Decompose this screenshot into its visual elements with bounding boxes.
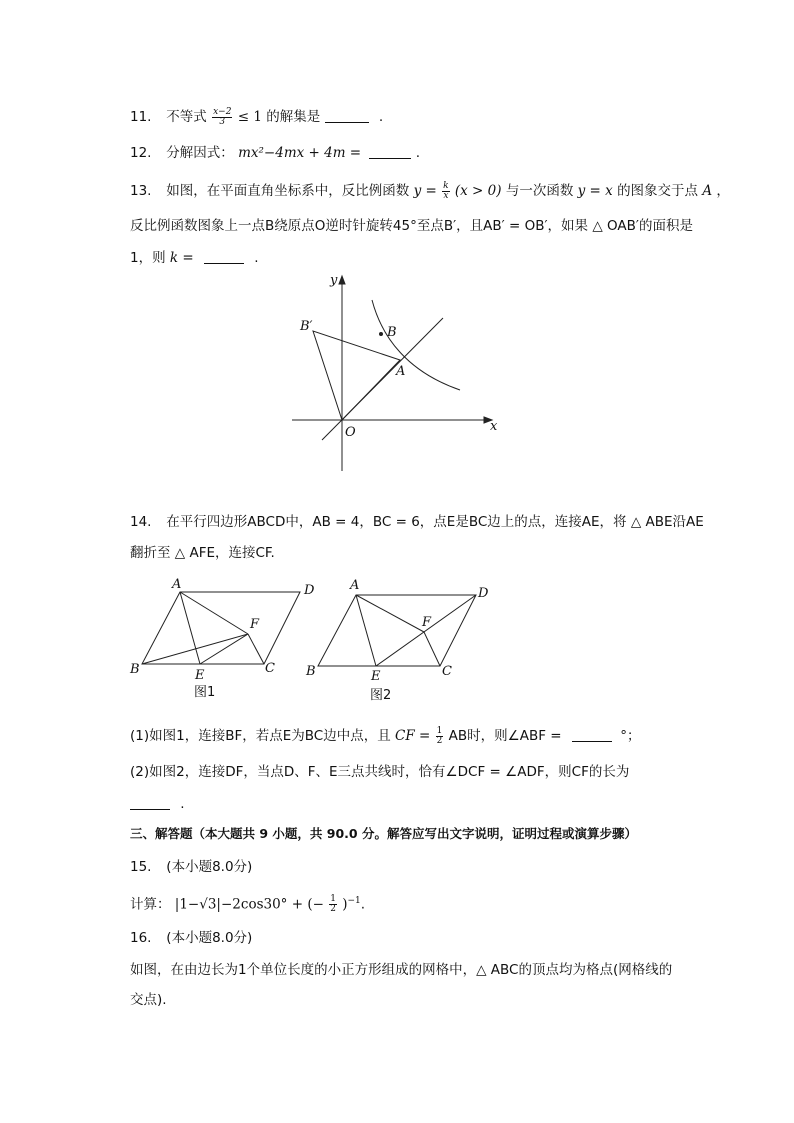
q14-line1 [130,512,704,532]
q14-text: °； [620,728,641,744]
fig2-label-B: B [306,664,316,679]
q16-header [130,928,252,948]
q15-end: . [360,896,366,913]
fig1-CF [248,634,264,664]
question-number: 12. [130,145,152,161]
q16-text: 交点). [130,992,167,1008]
q11-frac-top: x−2 [213,106,232,117]
question-number: 16. [130,930,152,946]
label-y: y [330,273,338,288]
point-B [379,332,383,336]
q11-text-pre: 不等式 [166,109,207,125]
q14-line2 [130,543,275,563]
q11 [130,107,383,127]
q15-header [130,857,252,877]
question-number: 11. [130,109,152,125]
q13-text: 1，则 [130,250,166,266]
question-number: 14. [130,514,152,530]
label-x: x [490,419,498,434]
score-note: (本小题8.0分) [166,930,253,946]
q16-line2 [130,990,167,1010]
section-title: 三、解答题（本大题共 9 小题，共 90.0 分。解答应写出文字说明，证明过程或演算步骤） [130,826,637,841]
q14-text: (1)如图1，连接BF，若点E为BC边中点，且 [130,728,391,744]
q13-text: 与一次函数 [505,183,574,199]
fig2-DE [376,595,476,666]
q15-fraction [329,895,337,914]
q14-sub2-answer [130,794,185,814]
answer-blank[interactable] [572,727,612,742]
q15-math: |1−√3|−2cos30° + (− [174,896,324,913]
fig1-BF [142,634,248,664]
q15-text: 计算： [130,896,171,913]
fig1-parallelogram [142,592,300,664]
score-note: (本小题8.0分) [166,859,253,875]
q14-text: 在平行四边形ABCD中，AB = 4，BC = 6，点E是BC边上的点，连接AE，将 △ ABE沿AE [166,514,704,530]
q14-text: AB时，则∠ABF = [448,728,562,744]
answer-blank[interactable] [369,144,411,159]
q13-frac-bot: x [443,190,449,201]
q13-math: k = [169,250,194,266]
q14-fraction [436,727,444,746]
question-number: 13. [130,183,152,199]
q13-text: ， [716,183,730,199]
q12-text-pre: 分解因式： [166,145,234,161]
fig2-parallelogram [318,595,476,666]
q13-math: y = [413,183,437,199]
fig2-AF [356,595,424,632]
q15-body [130,891,365,915]
fig1-caption: 图1 [194,685,216,700]
fig1-label-E: E [195,668,205,683]
q13-text: 的图象交于点 [617,183,699,199]
q13-line3 [130,248,259,268]
q16-line1 [130,960,672,980]
fig1-EF [200,634,248,664]
q11-fraction [212,108,232,127]
fig1-label-A: A [172,577,182,592]
triangle-OAB-prime [313,331,400,420]
question-number: 15. [130,859,152,875]
label-O: O [345,425,356,440]
q13-frac-top: k [443,180,449,191]
answer-blank[interactable] [204,249,244,264]
label-B-prime: B′ [300,319,313,334]
fig2-label-F: F [422,615,432,630]
q15-exponent: −1 [347,896,361,906]
line-y-equals-x [322,318,443,440]
q15-math: ) [342,896,348,913]
answer-blank[interactable] [130,795,170,810]
q14-sub1 [130,726,640,746]
q13-math: y = x [577,183,613,199]
fig1-label-C: C [265,661,275,676]
q12-end: . [415,145,421,161]
q14-math: CF = [395,728,431,744]
q13-text: 反比例函数图象上一点B绕原点O逆时针旋转45°至点B′，且AB′ = OB′，如果 △ OAB′的面积是 [130,218,693,234]
q13-fraction [442,182,449,201]
q11-relation: ≤ 1 [237,109,262,125]
fig1-label-B: B [130,662,140,677]
q14-sub2 [130,762,629,782]
fig2-label-D: D [478,586,489,601]
q13-math: A [702,183,713,199]
fig2-caption: 图2 [370,688,392,703]
q13-line1 [130,181,730,201]
fig2-label-A: A [350,578,360,593]
y-axis-arrow [339,276,345,284]
fig1-label-F: F [250,617,260,632]
q15-frac-bot: 2 [330,904,336,914]
q12-expression: mx²−4mx + 4m = [238,145,362,161]
figure-13 [280,268,510,478]
figure-14 [120,574,510,704]
q11-frac-bot: 3 [219,116,226,127]
q13-end: . [254,250,259,266]
q14-text: 翻折至 △ AFE，连接CF. [130,545,275,561]
q11-end: . [378,109,384,125]
q14-frac-bot: 2 [436,735,443,746]
label-A: A [396,364,406,379]
fig2-label-C: C [442,664,452,679]
q12 [130,143,420,163]
q13-text: 如图，在平面直角坐标系中，反比例函数 [166,183,410,199]
q14-end: . [180,796,185,812]
q14-text: (2)如图2，连接DF，当点D、F、E三点共线时，恰有∠DCF = ∠ADF，则CF的长为 [130,764,630,780]
fig2-AE [356,595,376,666]
section-heading [130,824,637,844]
q14-frac-top: 1 [436,725,443,736]
q13-math: (x > 0) [454,183,502,199]
q11-text-post: 的解集是 [266,109,321,125]
q13-line2 [130,216,693,236]
fig1-label-D: D [304,583,315,598]
label-B: B [387,325,397,340]
fig2-CF [424,632,440,666]
q16-text: 如图，在由边长为1个单位长度的小正方形组成的网格中，△ ABC的顶点均为格点(网格线的 [130,962,673,978]
fig2-label-E: E [371,669,381,684]
q15-frac-top: 1 [330,894,336,904]
answer-blank[interactable] [325,108,369,123]
